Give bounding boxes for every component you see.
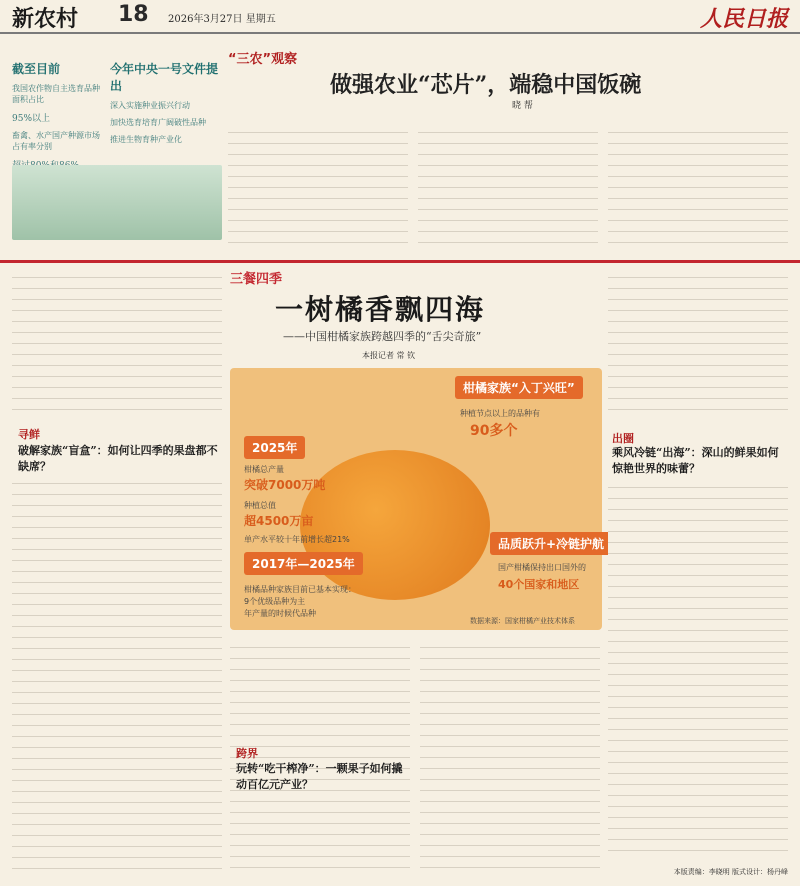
info-label: 柑橘总产量 xyxy=(244,465,284,474)
stats-line: 我国农作物自主选育品种面积占比 xyxy=(12,84,100,104)
info-label: 种植节点以上的品种有 xyxy=(460,409,540,418)
stats-value: 95%以上 xyxy=(12,114,51,124)
info-note: 9个优级品种为主 xyxy=(244,597,306,606)
policy-item: 深入实施种业振兴行动 xyxy=(110,101,190,110)
orange-illustration xyxy=(300,450,490,600)
section-label: 寻鲜 xyxy=(18,428,40,441)
policy-box xyxy=(110,60,220,145)
info-value: 90多个 xyxy=(470,423,518,439)
section-title: 乘风冷链“出海”：深山的鲜果如何惊艳世界的味蕾？ xyxy=(612,446,779,475)
page-header xyxy=(0,0,800,34)
year-box: 2025年 xyxy=(244,436,305,459)
article-text-col1 xyxy=(228,125,408,245)
stats-line: 畜禽、水产国产种源市场占有率分别 xyxy=(12,131,100,151)
stats-box xyxy=(12,60,102,171)
feature-text-col1a xyxy=(12,270,222,420)
feature-title: 一树橘香飘四海 xyxy=(275,293,486,326)
feature-text-col4a xyxy=(608,270,788,420)
info-label: 种植总值 xyxy=(244,501,276,510)
article-title: 做强农业“芯片”，端稳中国饭碗 xyxy=(330,72,642,98)
info-note: 单产水平较十年前增长超21% xyxy=(244,535,350,544)
section-title: 玩转“吃干榨净”：一颗果子如何撬动百亿元产业？ xyxy=(236,762,403,791)
article-byline: 晓 帮 xyxy=(512,101,533,111)
stats-title: 截至目前 xyxy=(12,62,61,76)
info-value: 突破7000万吨 xyxy=(244,478,326,492)
info-value: 超4500万亩 xyxy=(244,514,314,528)
feature-text-col1b xyxy=(12,476,222,871)
article-tag: “三农”观察 xyxy=(228,52,298,67)
feature-tag: 三餐四季 xyxy=(230,272,283,287)
policy-item: 加快选育培育广阔破性品种 xyxy=(110,118,206,127)
policy-item: 推进生物育种产业化 xyxy=(110,135,182,144)
section-title: 破解家族“盲盒”：如何让四季的果盘都不缺席？ xyxy=(18,444,218,473)
feature-subtitle: ——中国柑橘家族跨越四季的“舌尖奇旅” xyxy=(283,330,482,343)
article-text-col3 xyxy=(608,125,788,245)
page-footer: 本版责编：李晓明 版式设计：杨丹峰 xyxy=(673,868,788,876)
section-label: 跨界 xyxy=(236,747,258,760)
upgrade-box: 品质跃升+冷链护航 xyxy=(490,532,612,555)
page-number: 18 xyxy=(118,2,149,27)
info-value: 40个国家和地区 xyxy=(498,578,580,591)
info-note: 年产量的时候代品种 xyxy=(244,609,316,618)
newspaper-logo: 人民日报 xyxy=(699,6,788,32)
article-text-col2 xyxy=(418,125,598,245)
info-source: 数据来源：国家柑橘产业技术体系 xyxy=(470,617,575,625)
feature-text-col3 xyxy=(420,640,600,875)
section-label: 出圈 xyxy=(612,432,634,445)
info-note: 国产柑橘保持出口国外的 xyxy=(498,563,586,572)
family-box: 柑橘家族“入丁兴旺” xyxy=(455,376,583,399)
period-box: 2017年—2025年 xyxy=(244,552,363,575)
feature-text-col4b xyxy=(608,480,788,860)
policy-title: 今年中央一号文件提出 xyxy=(110,62,219,93)
illustration-image xyxy=(12,165,222,240)
feature-byline: 本报记者 常 钦 xyxy=(362,351,416,360)
issue-date: 2026年3月27日 星期五 xyxy=(168,14,276,25)
section-name: 新农村 xyxy=(12,7,79,32)
info-note: 柑橘品种家族目前已基本实现： xyxy=(244,585,356,594)
